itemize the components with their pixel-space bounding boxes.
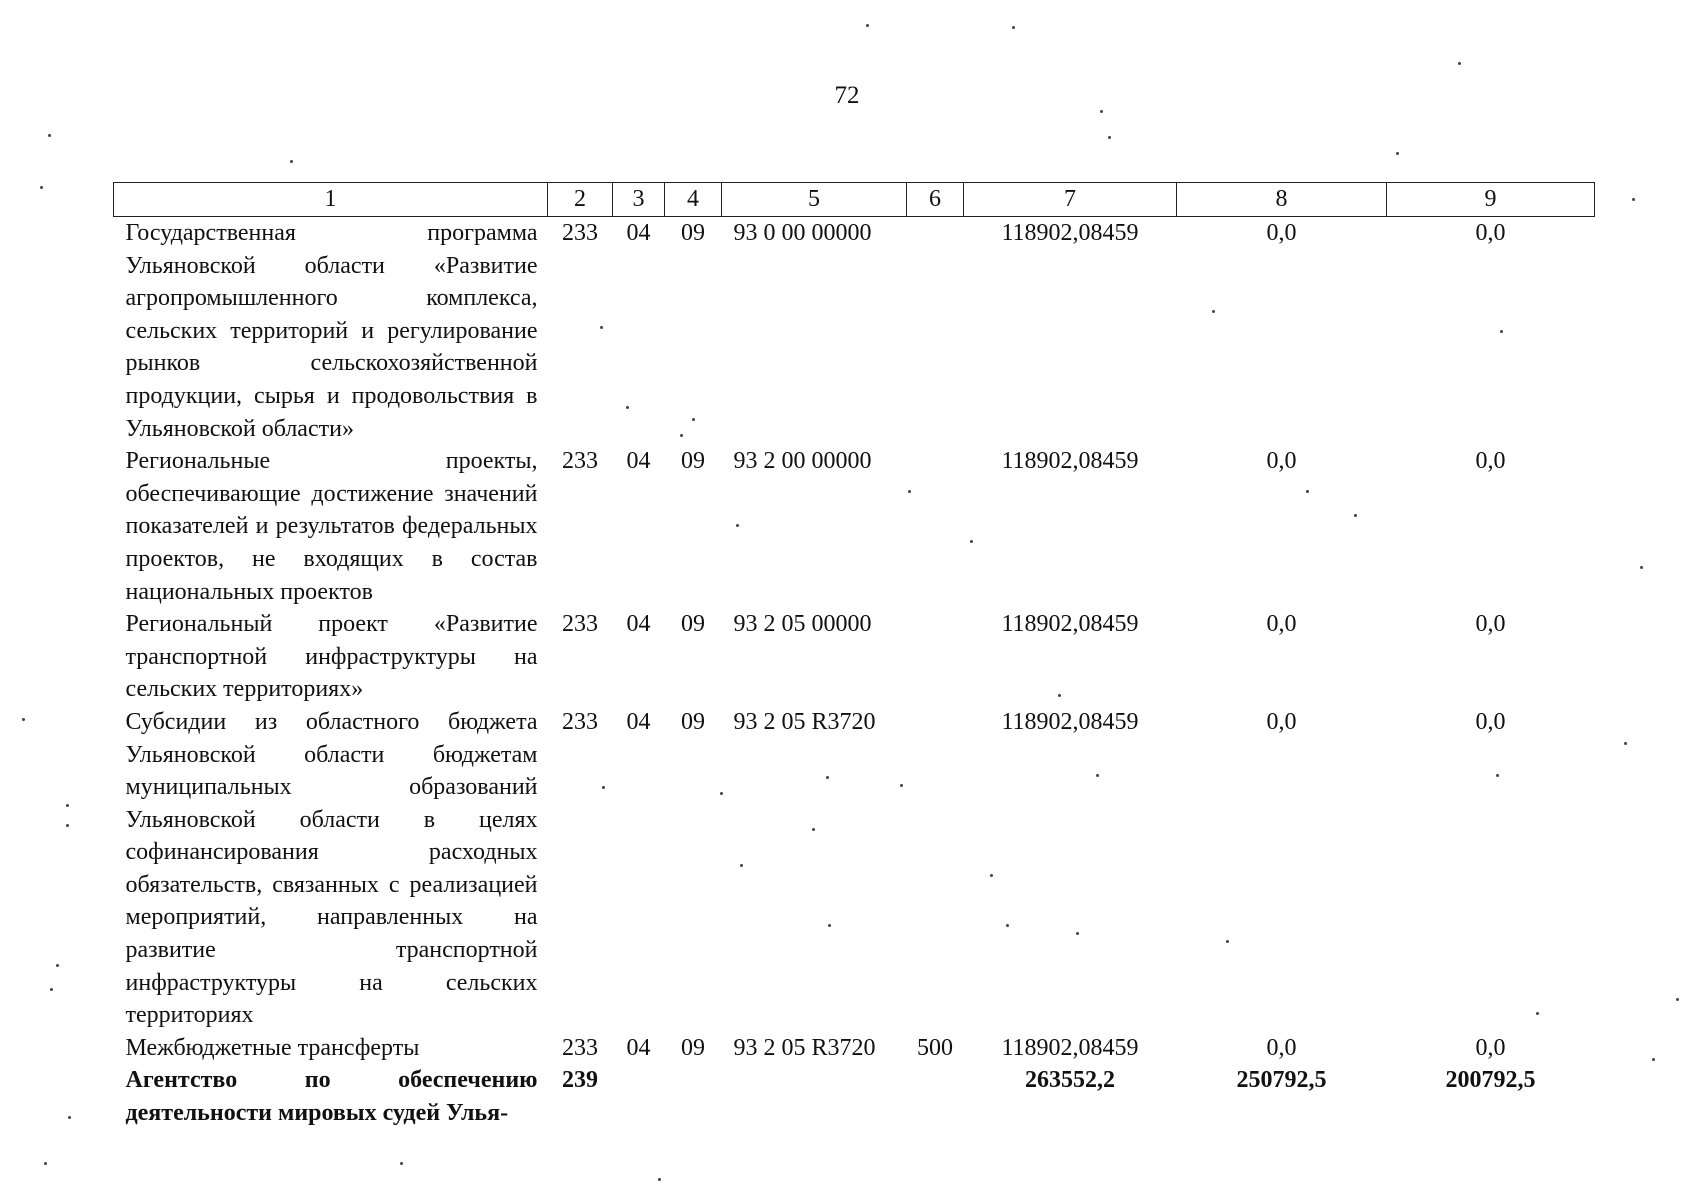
scan-speck <box>1306 490 1309 493</box>
scan-speck <box>22 718 25 721</box>
budget-table <box>113 182 1595 1130</box>
scan-speck <box>602 786 605 789</box>
row-sum1: 118902,08459 <box>1001 220 1139 246</box>
header-cell-8: 8 <box>1177 183 1387 217</box>
scan-speck <box>40 186 43 189</box>
scan-speck <box>720 792 723 795</box>
row-sum1: 118902,08459 <box>1001 448 1139 475</box>
scan-speck <box>1076 932 1079 935</box>
row-grbs: 233 <box>562 611 598 638</box>
header-cell-3: 3 <box>613 183 665 217</box>
row-pr: 09 <box>681 708 705 735</box>
scan-speck <box>44 1162 47 1165</box>
row-pr <box>665 1064 722 1129</box>
row-name: Агентство по обеспечению деятельности мировых судей Улья- <box>125 1067 538 1127</box>
table-row <box>114 1064 1595 1129</box>
header-cell-9: 9 <box>1387 183 1595 217</box>
table-row <box>114 1032 1595 1065</box>
row-name: Межбюджетные трансферты <box>125 1034 420 1061</box>
row-sum3: 0,0 <box>1475 708 1506 735</box>
scan-speck <box>828 924 831 927</box>
scan-speck <box>50 988 53 991</box>
scan-speck <box>826 776 829 779</box>
row-grbs: 233 <box>562 1034 598 1061</box>
row-sum2: 0,0 <box>1266 1034 1297 1061</box>
row-vr <box>907 445 964 608</box>
row-csr: 93 2 05 R3720 <box>733 1034 876 1061</box>
scan-speck <box>900 784 903 787</box>
scan-speck <box>740 864 743 867</box>
scan-speck <box>1676 998 1679 1001</box>
row-grbs: 233 <box>562 708 598 735</box>
header-cell-2: 2 <box>548 183 613 217</box>
scan-speck <box>48 134 51 137</box>
scan-speck <box>1536 1012 1539 1015</box>
scan-speck <box>658 1178 661 1181</box>
scan-speck <box>1632 198 1635 201</box>
table-row <box>114 217 1595 446</box>
scan-speck <box>1624 742 1627 745</box>
scan-speck <box>1226 940 1229 943</box>
row-sum3: 0,0 <box>1475 220 1506 246</box>
row-sum2: 250792,5 <box>1236 1067 1327 1094</box>
row-name: Региональные проекты, обеспечивающие достижение значений показателей и результатов федеральных проектов, не входящих в состав национальных проектов <box>125 448 538 605</box>
scan-speck <box>600 326 603 329</box>
row-csr: 93 2 05 00000 <box>733 611 872 638</box>
row-sum2: 0,0 <box>1266 708 1297 735</box>
row-name: Субсидии из областного бюджета Ульяновской области бюджетам муниципальных образований Ульяновской области в целях софинансирования расходных обязательств, связанных с реализацией мероприятий, направленных на развитие транспортной инфраструктуры на сельских территориях <box>125 708 538 1029</box>
scan-speck <box>1096 774 1099 777</box>
row-vr <box>907 217 964 446</box>
row-sum1: 118902,08459 <box>1001 1034 1139 1061</box>
page-number: 72 <box>834 82 860 109</box>
row-vr <box>907 608 964 706</box>
row-vr <box>907 1064 964 1129</box>
row-sum3: 0,0 <box>1475 1034 1506 1061</box>
header-cell-7: 7 <box>964 183 1177 217</box>
scan-speck <box>1396 152 1399 155</box>
scan-speck <box>400 1162 403 1165</box>
row-csr: 93 2 05 R3720 <box>733 708 876 735</box>
row-sum1: 263552,2 <box>1025 1067 1115 1094</box>
scan-speck <box>1108 136 1111 139</box>
row-rz: 04 <box>626 1034 651 1061</box>
table-row <box>114 445 1595 608</box>
row-rz: 04 <box>626 708 651 735</box>
row-rz: 04 <box>626 611 651 638</box>
scan-speck <box>990 874 993 877</box>
row-rz: 04 <box>626 448 651 475</box>
row-sum2: 0,0 <box>1266 611 1297 638</box>
scan-speck <box>1354 514 1357 517</box>
row-rz <box>613 1064 665 1129</box>
header-cell-1: 1 <box>114 183 548 217</box>
row-sum3: 0,0 <box>1475 448 1506 475</box>
scan-speck <box>680 434 683 437</box>
scan-speck <box>736 524 739 527</box>
row-pr: 09 <box>681 448 705 475</box>
row-name: Региональный проект «Развитие транспортной инфраструктуры на сельских территориях» <box>125 611 538 703</box>
scan-speck <box>66 804 69 807</box>
table-row <box>114 706 1595 1032</box>
header-cell-4: 4 <box>665 183 722 217</box>
scan-speck <box>866 24 869 27</box>
scan-speck <box>1500 330 1503 333</box>
scan-speck <box>1640 566 1643 569</box>
scan-speck <box>1058 694 1061 697</box>
scan-speck <box>692 418 695 421</box>
scan-speck <box>1006 924 1009 927</box>
row-sum3: 200792,5 <box>1445 1067 1536 1094</box>
row-pr: 09 <box>681 611 705 638</box>
header-cell-5: 5 <box>722 183 907 217</box>
scan-speck <box>68 1116 71 1119</box>
row-sum2: 0,0 <box>1266 448 1297 475</box>
scan-speck <box>1100 110 1103 113</box>
scan-speck <box>1212 310 1215 313</box>
row-vr: 500 <box>917 1034 953 1061</box>
scan-speck <box>908 490 911 493</box>
scan-speck <box>1496 774 1499 777</box>
row-grbs: 239 <box>562 1067 598 1094</box>
scan-speck <box>290 160 293 163</box>
header-row <box>114 183 1595 217</box>
scan-speck <box>626 406 629 409</box>
table-row <box>114 608 1595 706</box>
row-sum1: 118902,08459 <box>1001 611 1139 638</box>
row-rz: 04 <box>626 220 651 246</box>
row-csr <box>722 1064 907 1129</box>
row-sum3: 0,0 <box>1475 611 1506 638</box>
scan-speck <box>1652 1058 1655 1061</box>
row-pr: 09 <box>681 220 705 246</box>
scan-speck <box>1458 62 1461 65</box>
row-name: Государственная программа Ульяновской области «Развитие агропромышленного комплекса, сельских территорий и регулирование рынков сельскохозяйственной продукции, сырья и продовольствия в Ульяновской области» <box>125 220 538 442</box>
header-cell-6: 6 <box>907 183 964 217</box>
scan-speck <box>812 828 815 831</box>
row-grbs: 233 <box>562 220 598 246</box>
row-vr <box>907 706 964 1032</box>
scan-speck <box>66 824 69 827</box>
row-csr: 93 0 00 00000 <box>733 220 872 246</box>
row-sum2: 0,0 <box>1266 220 1297 246</box>
scan-speck <box>1012 26 1015 29</box>
row-grbs: 233 <box>562 448 598 475</box>
scan-speck <box>56 964 59 967</box>
row-sum1: 118902,08459 <box>1001 708 1139 735</box>
scan-speck <box>970 540 973 543</box>
row-pr: 09 <box>681 1034 705 1061</box>
row-csr: 93 2 00 00000 <box>733 448 872 475</box>
